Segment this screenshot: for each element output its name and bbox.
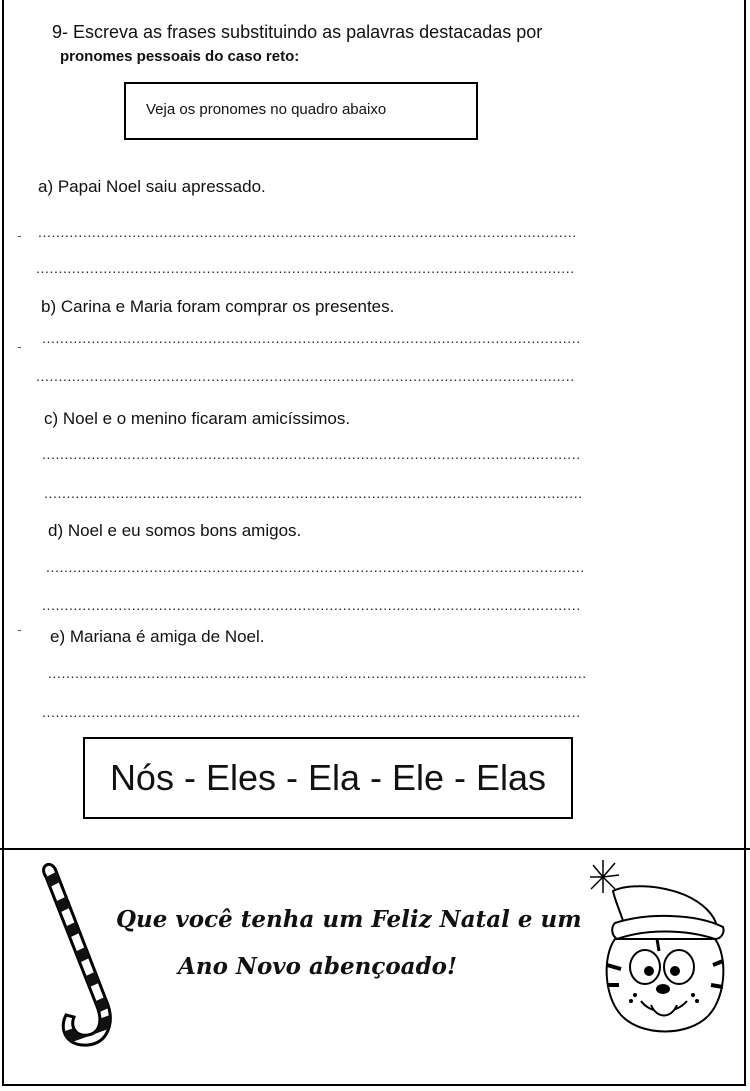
question-c: c) Noel e o menino ficaram amicíssimos.	[44, 409, 351, 428]
margin-mark	[18, 347, 21, 348]
answer-line-d1[interactable]: ........................................................................................................................	[46, 559, 585, 575]
margin-mark	[18, 236, 21, 237]
tiger-santa-icon	[585, 855, 735, 1040]
greeting-line-2: Ano Novo abençoado!	[178, 953, 458, 980]
answer-line-a1[interactable]: ........................................................................................................................	[38, 224, 577, 240]
answer-line-b1[interactable]: ........................................................................................................................	[42, 330, 581, 346]
answer-line-d2[interactable]: ........................................................................................................................	[42, 597, 581, 613]
pronoun-list: Nós - Eles - Ela - Ele - Elas	[109, 757, 547, 798]
section-divider	[0, 848, 750, 850]
hint-box	[124, 82, 478, 140]
answer-line-b2[interactable]: ........................................................................................................................	[36, 368, 575, 384]
candy-cane-icon	[30, 855, 125, 1050]
hint-text: Veja os pronomes no quadro abaixo	[146, 101, 387, 118]
greeting-line-1: Que você tenha um Feliz Natal e um	[116, 906, 582, 933]
question-b: b) Carina e Maria foram comprar os presentes.	[41, 297, 395, 316]
answer-line-e2[interactable]: ........................................................................................................................	[42, 704, 581, 720]
question-a: a) Papai Noel saiu apressado.	[38, 177, 266, 196]
answer-line-c1[interactable]: ........................................................................................................................	[42, 446, 581, 462]
exercise-title: 9- Escreva as frases substituindo as palavras destacadas por	[52, 22, 543, 42]
exercise-subtitle: pronomes pessoais do caso reto:	[60, 48, 300, 65]
pronoun-box	[83, 737, 573, 819]
answer-line-c2[interactable]: ........................................................................................................................	[44, 485, 583, 501]
question-e: e) Mariana é amiga de Noel.	[50, 627, 265, 646]
margin-mark	[18, 630, 21, 631]
question-d: d) Noel e eu somos bons amigos.	[48, 521, 302, 540]
answer-line-e1[interactable]: ........................................................................................................................	[48, 665, 587, 681]
answer-line-a2[interactable]: ........................................................................................................................	[36, 260, 575, 276]
